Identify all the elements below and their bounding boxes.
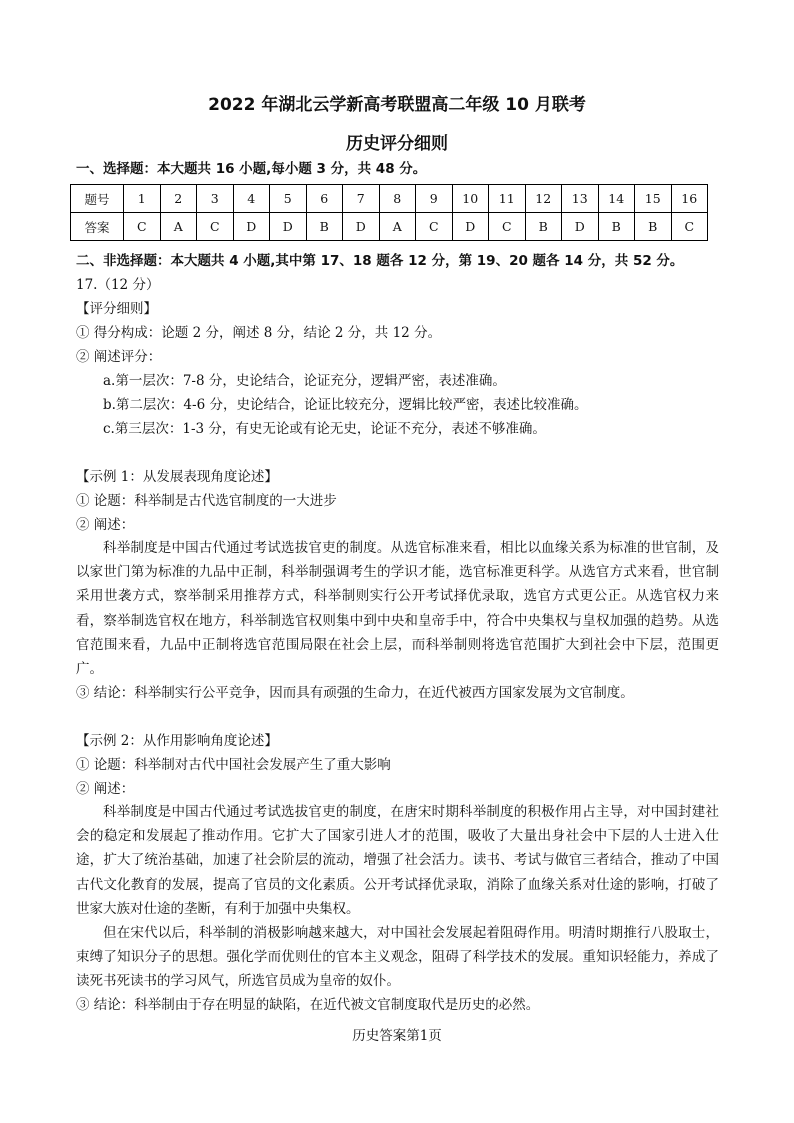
level-b: b.第二层次：4-6 分，史论结合，论证比较充分，逻辑比较严密，表述比较准确。 [103,397,588,413]
table-cell: B [306,213,343,241]
table-cell: 5 [270,185,307,213]
table-cell: C [671,213,708,241]
table-cell: 10 [452,185,489,213]
table-cell: C [197,213,234,241]
table-cell: D [452,213,489,241]
page-footer: 历史答案第1页 [352,1028,442,1044]
table-cell: 11 [489,185,526,213]
example-1-heading: 【示例 1：从发展表现角度论述】 [76,469,278,485]
table-cell: 2 [160,185,197,213]
table-cell: 15 [635,185,672,213]
table-cell: D [233,213,270,241]
example-1-thesis: ① 论题：科举制是古代选官制度的一大进步 [76,493,337,509]
table-cell: 4 [233,185,270,213]
table-cell: 13 [562,185,599,213]
level-a: a.第一层次：7-8 分，史论结合，论证充分，逻辑严密，表述准确。 [103,373,506,389]
document-subtitle: 历史评分细则 [346,134,448,154]
table-cell: C [124,213,161,241]
example-2-heading: 【示例 2：从作用影响角度论述】 [76,733,278,749]
table-cell: A [160,213,197,241]
table-header-number: 题号 [71,185,124,213]
table-cell: 1 [124,185,161,213]
rules-heading: 【评分细则】 [76,301,157,317]
answer-table [70,184,708,241]
example-2-thesis: ① 论题：科举制对古代中国社会发展产生了重大影响 [76,757,391,773]
answer-table-answer-row [71,213,708,241]
rule-score-composition: ① 得分构成：论题 2 分，阐述 8 分，结论 2 分，共 12 分。 [76,325,442,341]
answer-table-number-row [71,185,708,213]
table-cell: D [343,213,380,241]
example-2-paragraph-2: 但在宋代以后，科举制的消极影响越来越大，对中国社会发展起着阻碍作用。明清时期推行八股取士，束缚了知识分子的思想。强化学而优则仕的官本主义观念，阻碍了科学技术的发展。重知识轻能力，养成了读死书死读书的学习风气，所选官员成为皇帝的奴仆。 [76,925,719,990]
table-cell: D [270,213,307,241]
section-2-heading: 二、非选择题：本大题共 4 小题,其中第 17、18 题各 12 分，第 19、20 题各 14 分，共 52 分。 [76,253,684,269]
example-1-conclusion: ③ 结论：科举制实行公平竞争，因而具有顽强的生命力，在近代被西方国家发展为文官制度。 [76,685,634,701]
table-cell: A [379,213,416,241]
table-cell: 3 [197,185,234,213]
table-header-answer: 答案 [71,213,124,241]
table-cell: 16 [671,185,708,213]
section-1-heading: 一、选择题：本大题共 16 小题,每小题 3 分，共 48 分。 [76,161,427,177]
table-cell: C [489,213,526,241]
table-cell: B [635,213,672,241]
table-cell: 7 [343,185,380,213]
example-1-paragraph: 科举制度是中国古代通过考试选拔官吏的制度。从选官标准来看，相比以血缘关系为标准的世官制，及以家世门第为标准的九品中正制，科举制强调考生的学识才能，选官标准更科学。从选官方式来看，世官制采用世袭方式，察举制采用推荐方式，科举制则实行公开考试择优录取，选官方式更公正。从选官权力来看，察举制选官权在地方，科举制选官权则集中到中央和皇帝手中，符合中央集权与皇权加强的趋势。从选官范围来看，九品中正制将选官范围局限在社会上层，而科举制则将选官范围扩大到社会中下层，范围更广。 [76,540,719,678]
example-1-elaboration-label: ② 阐述： [76,517,135,533]
table-cell: 12 [525,185,562,213]
table-cell: D [562,213,599,241]
level-c: c.第三层次：1-3 分，有史无论或有论无史，论证不充分，表述不够准确。 [103,421,546,437]
table-cell: C [416,213,453,241]
table-cell: 6 [306,185,343,213]
table-cell: B [598,213,635,241]
example-2-paragraph-1: 科举制度是中国古代通过考试选拔官吏的制度，在唐宋时期科举制度的积极作用占主导，对中国封建社会的稳定和发展起了推动作用。它扩大了国家引进人才的范围，吸收了大量出身社会中下层的人士进入仕途，扩大了统治基础，加速了社会阶层的流动，增强了社会活力。读书、考试与做官三者结合，推动了中国古代文化教育的发展，提高了官员的文化素质。公开考试择优录取，消除了血缘关系对仕途的影响，打破了世家大族对仕途的垄断，有利于加强中央集权。 [76,804,719,917]
table-cell: 8 [379,185,416,213]
rule-elaboration-scoring: ② 阐述评分： [76,349,162,365]
table-cell: 14 [598,185,635,213]
example-2-elaboration-label: ② 阐述： [76,781,135,797]
question-17-label: 17.（12 分） [76,277,160,293]
table-cell: 9 [416,185,453,213]
example-2-conclusion: ③ 结论：科举制由于存在明显的缺陷，在近代被文官制度取代是历史的必然。 [76,997,540,1013]
table-cell: B [525,213,562,241]
document-title: 2022 年湖北云学新高考联盟高二年级 10 月联考 [208,95,586,115]
